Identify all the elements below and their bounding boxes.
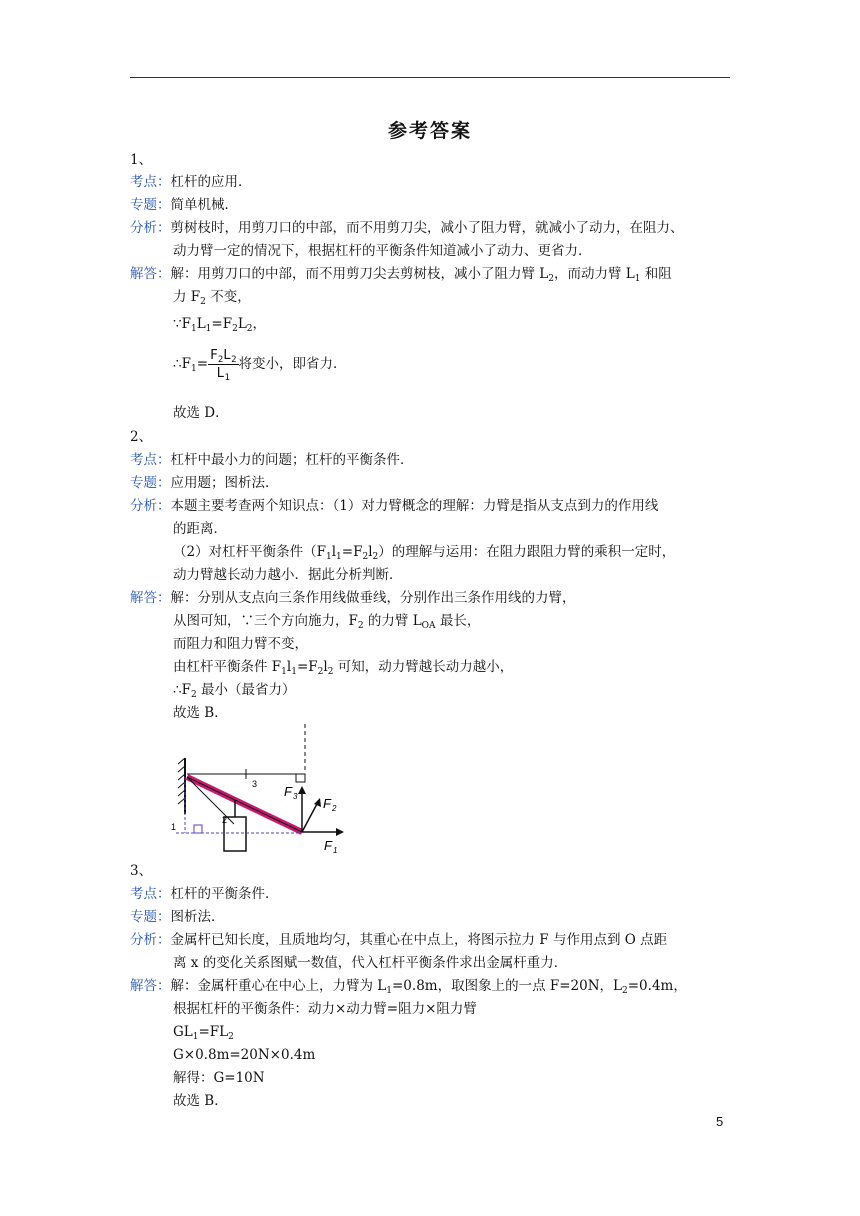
q2-jieda-cont-3: 由杠杆平衡条件 $F_1l_1=F_2l_2$ 可知，动力臂越长动力越小，	[173, 659, 514, 677]
q1-equation-1: $\because F_1L_1=F_2L_2$，	[173, 316, 267, 334]
q3-kaodian: 考点：杠杆的平衡条件．	[130, 886, 279, 902]
right-angle-1	[194, 825, 202, 833]
q3-fenxi-cont: 离 x 的变化关系图赋一数值，代入杠杆平衡条件求出金属杆重力．	[173, 955, 568, 971]
q2-jieda-cont-1: 从图可知，∵三个方向施力，$F_2$ 的力臂 $L_{OA}$ 最长，	[173, 613, 481, 631]
arm-2-label: 2	[222, 815, 228, 825]
q2-number: 2、	[130, 429, 153, 445]
f1-sub: 1	[333, 846, 338, 855]
page-title: 参考答案	[387, 120, 472, 142]
arm-1-label: 1	[171, 822, 177, 832]
f2-label: F	[323, 796, 331, 811]
q2-zhuanti: 专题：应用题；图析法．	[130, 475, 279, 491]
label-zhuanti: 专题：	[130, 197, 171, 213]
force-f2-arrow	[302, 802, 318, 832]
fraction: $\frac{F_2L_2}{L_1}$	[210, 348, 237, 383]
q3-answer: 故选 B．	[173, 1093, 228, 1109]
q2-jieda: 解答：解：分别从支点向三条作用线做垂线，分别作出三条作用线的力臂，	[130, 590, 576, 606]
q3-zhuanti: 专题：图析法．	[130, 909, 225, 925]
header-rule	[130, 77, 730, 78]
f3-sub: 3	[293, 792, 298, 801]
f1-label: F	[324, 838, 332, 853]
q3-jieda-cont: 根据杠杆的平衡条件：动力×动力臂=阻力×阻力臂	[173, 1001, 477, 1017]
q2-fenxi-cont-2: （2）对杠杆平衡条件$(F_1l_1=F_2l_2)$的理解与运用：在阻力跟阻力臂的乘积一定时，	[173, 544, 676, 562]
q1-fenxi: 分析：剪树枝时，用剪刀口的中部，而不用剪刀尖，减小了阻力臂，就减小了动力，在阻力、	[130, 220, 684, 236]
q2-answer: 故选 B．	[173, 705, 228, 721]
label-kaodian: 考点：	[130, 174, 171, 190]
page-number: 5	[716, 1114, 724, 1129]
q1-jieda-cont: 力 $F_2$ 不变，	[173, 289, 251, 307]
label-fenxi: 分析：	[130, 220, 171, 236]
q3-equation-1: $GL_1=FL_2$	[173, 1024, 234, 1042]
q1-number: 1、	[130, 152, 153, 168]
q2-kaodian: 考点：杠杆中最小力的问题；杠杆的平衡条件．	[130, 452, 414, 468]
right-angle-3	[296, 774, 305, 782]
q2-jieda-cont-4: $\therefore F_2$ 最小（最省力）	[173, 682, 296, 700]
q3-equation-3: 解得：G=10N	[173, 1070, 265, 1086]
q2-fenxi: 分析：本题主要考查两个知识点：（1）对力臂概念的理解：力臂是指从支点到力的作用线	[130, 498, 659, 514]
wall-hatching	[178, 758, 185, 804]
f2-sub: 2	[332, 804, 337, 813]
q3-fenxi: 分析：金属杆已知长度，且质地均匀，其重心在中点上，将图示拉力 F 与作用点到 O 点距	[130, 932, 668, 948]
q1-answer: 故选 D．	[173, 405, 229, 421]
q3-equation-2: G×0.8m=20N×0.4m	[173, 1047, 316, 1063]
q1-kaodian: 考点：杠杆的应用．	[130, 174, 252, 190]
q1-fenxi-cont: 动力臂一定的情况下，根据杠杆的平衡条件知道减小了动力、更省力．	[173, 243, 592, 259]
q3-jieda: 解答：解：金属杆重心在中心上，力臂为 $L_1=0.8m$，取图象上的一点 F=20N，$L_2=0.4m$，	[130, 978, 687, 996]
f3-label: F	[284, 784, 292, 799]
arm-3-label: 3	[252, 779, 258, 789]
q1-jieda: 解答：解：用剪刀口的中部，而不用剪刀尖去剪树枝，减小了阻力臂 $L_2$，而动力臂 $L_1$ 和阻	[130, 266, 672, 284]
q3-number: 3、	[130, 863, 153, 879]
q1-zhuanti: 专题：简单机械．	[130, 197, 238, 213]
q2-fenxi-cont-3: 动力臂越长动力越小．据此分析判断．	[173, 567, 403, 583]
hanging-weight	[224, 817, 246, 851]
q2-jieda-cont-2: 而阻力和阻力臂不变，	[173, 636, 308, 652]
q2-fenxi-cont-1: 的距离．	[173, 521, 227, 537]
lever-diagram	[168, 722, 358, 857]
q1-equation-2: $\therefore F_1=$ $\frac{F_2L_2}{L_1}$ 将变小，即省力．	[173, 348, 347, 383]
label-jieda: 解答：	[130, 266, 171, 282]
